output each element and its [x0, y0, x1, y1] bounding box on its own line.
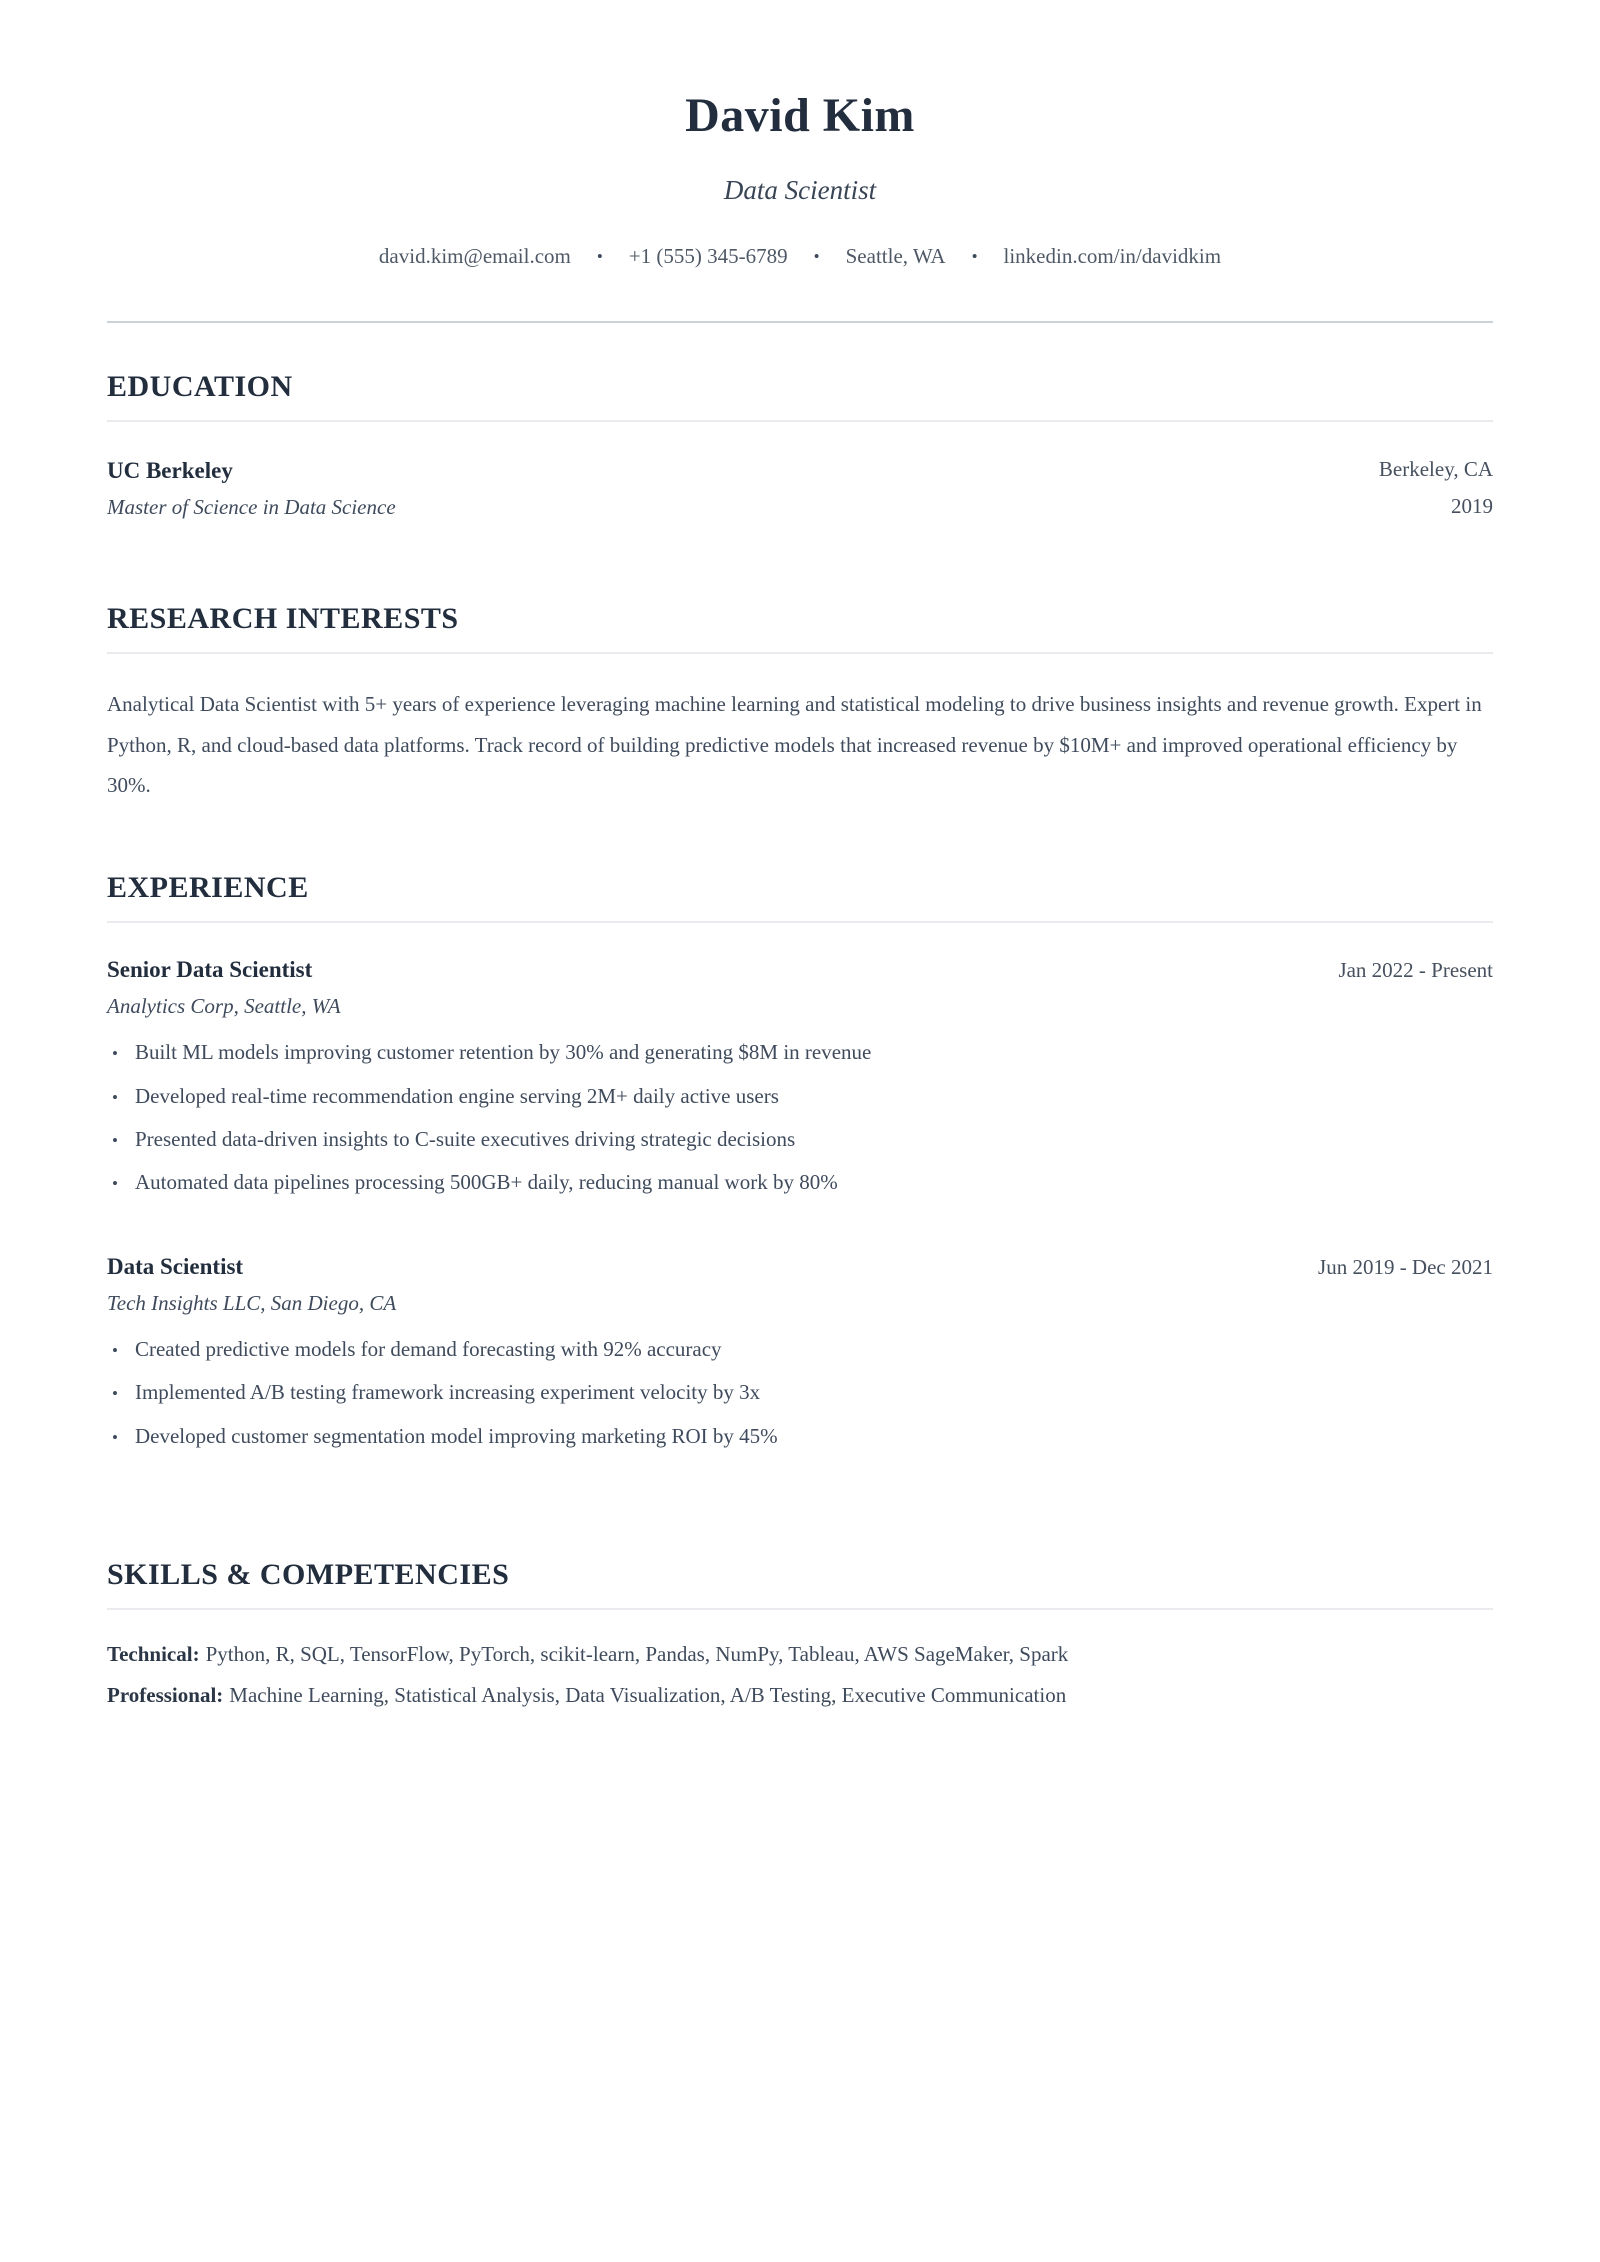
job-dates: Jan 2022 - Present: [1338, 957, 1493, 982]
person-name: David Kim: [685, 89, 915, 142]
job-bullet: [107, 1378, 1493, 1407]
job-bullets: [107, 1335, 1493, 1451]
job-bullet-text: Automated data pipelines processing 500GB+ daily, reducing manual work by 80%: [134, 1170, 838, 1195]
education-heading: EDUCATION: [107, 370, 293, 404]
dot-separator-icon: •: [813, 246, 820, 266]
school-location: Berkeley, CA: [1378, 457, 1493, 482]
job-bullet: [107, 1168, 1493, 1197]
job-header: [107, 1252, 1493, 1282]
contact-phone: +1 (555) 345-6789: [628, 244, 788, 269]
job-entry: [107, 955, 1493, 1198]
section-rule: [107, 921, 1493, 923]
experience-heading: EXPERIENCE: [107, 870, 309, 904]
education-entry: [107, 456, 1493, 521]
section-education: [107, 369, 1493, 521]
job-bullet-text: Presented data-driven insights to C-suite executives driving strategic decisions: [134, 1126, 796, 1151]
job-bullet: [107, 1082, 1493, 1111]
job-bullet-text: Built ML models improving customer retention by 30% and generating $8M in revenue: [134, 1040, 872, 1065]
job-bullet-text: Developed customer segmentation model improving marketing ROI by 45%: [134, 1423, 778, 1448]
bullet-icon: •: [112, 1340, 118, 1360]
job-bullet: [107, 1038, 1493, 1067]
job-header: [107, 955, 1493, 985]
dot-separator-icon: •: [596, 246, 603, 266]
section-rule: [107, 652, 1493, 654]
job-bullet: [107, 1335, 1493, 1364]
education-entry-right: [1379, 456, 1493, 521]
job-dates: Jun 2019 - Dec 2021: [1318, 1254, 1493, 1279]
graduation-year: 2019: [1451, 494, 1493, 519]
education-entry-left: [107, 456, 396, 521]
bullet-icon: •: [112, 1427, 118, 1447]
job-company: Tech Insights LLC, San Diego, CA: [107, 1290, 397, 1315]
job-title: Senior Data Scientist: [107, 956, 313, 982]
research-interests-heading: RESEARCH INTERESTS: [107, 602, 459, 636]
job-bullet: [107, 1125, 1493, 1154]
bullet-icon: •: [112, 1087, 118, 1107]
bullet-icon: •: [112, 1044, 118, 1064]
summary-paragraph: Analytical Data Scientist with 5+ years of experience leveraging machine learning and statistical modeling to drive business insights and revenue growth. Expert in Python, R, and cloud-based data platforms. Track record of building predictive models that increased revenue by $10M+ and improved operational efficiency by 30%.: [107, 692, 1482, 798]
section-rule: [107, 1608, 1493, 1610]
degree-name: Master of Science in Data Science: [107, 495, 396, 520]
job-bullets: [107, 1038, 1493, 1198]
bullet-icon: •: [112, 1174, 118, 1194]
job-bullet-text: Implemented A/B testing framework increasing experiment velocity by 3x: [134, 1380, 761, 1405]
job-bullet-text: Developed real-time recommendation engine serving 2M+ daily active users: [134, 1083, 779, 1108]
section-research-interests: [107, 601, 1493, 806]
school-name: UC Berkeley: [107, 458, 233, 484]
bullet-icon: •: [112, 1384, 118, 1404]
contact-email: david.kim@email.com: [378, 244, 571, 269]
skills-technical-list: Python, R, SQL, TensorFlow, PyTorch, scikit-learn, Pandas, NumPy, Tableau, AWS SageMaker, Spark: [205, 1642, 1069, 1667]
contact-location: Seattle, WA: [845, 244, 946, 269]
skills-technical-row: [107, 1640, 1493, 1669]
job-company: Analytics Corp, Seattle, WA: [107, 993, 341, 1018]
person-title: Data Scientist: [723, 175, 877, 206]
job-title: Data Scientist: [107, 1253, 244, 1279]
skills-professional-list: Machine Learning, Statistical Analysis, Data Visualization, A/B Testing, Executive Communication: [229, 1683, 1067, 1708]
job-bullet: [107, 1422, 1493, 1451]
skills-heading: SKILLS & COMPETENCIES: [107, 1558, 510, 1592]
resume-header: [107, 88, 1493, 323]
dot-separator-icon: •: [971, 246, 978, 266]
skills-technical-label: Technical:: [107, 1642, 200, 1667]
contact-linkedin: linkedin.com/in/davidkim: [1003, 244, 1222, 269]
contact-row: [107, 244, 1493, 269]
job-bullet-text: Created predictive models for demand forecasting with 92% accuracy: [134, 1336, 722, 1361]
section-skills: [107, 1557, 1493, 1711]
job-entry: [107, 1252, 1493, 1451]
skills-professional-label: Professional:: [107, 1683, 224, 1708]
skills-professional-row: [107, 1681, 1493, 1710]
section-experience: [107, 870, 1493, 1451]
section-rule: [107, 420, 1493, 422]
header-divider: [107, 321, 1493, 323]
bullet-icon: •: [112, 1130, 118, 1150]
